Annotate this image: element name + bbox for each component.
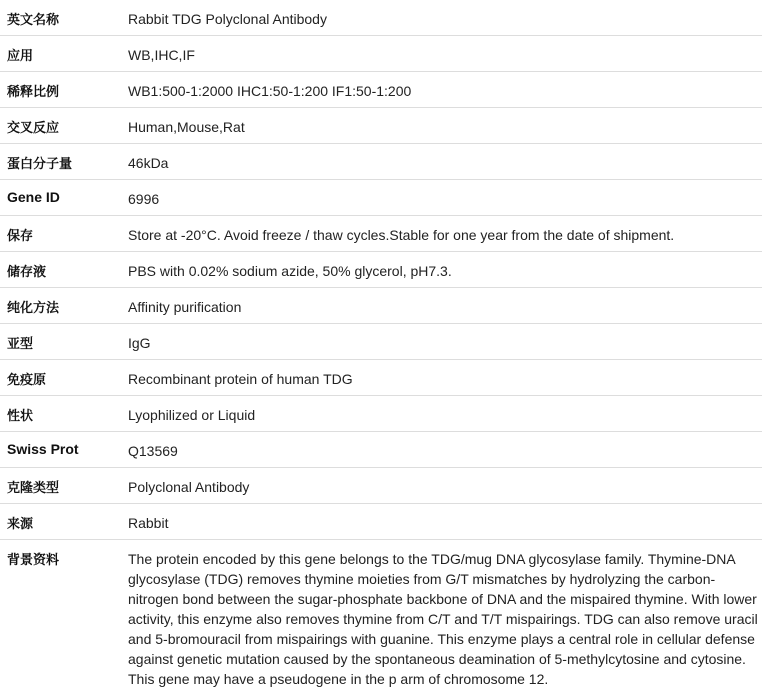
spec-row-immunogen (0, 360, 762, 396)
spec-label: 储存液 (0, 252, 121, 288)
spec-label: 蛋白分子量 (0, 144, 121, 180)
spec-value: WB,IHC,IF (121, 36, 762, 72)
spec-value: 46kDa (121, 144, 762, 180)
spec-label: 稀释比例 (0, 72, 121, 108)
spec-value: Human,Mouse,Rat (121, 108, 762, 144)
background-description: The protein encoded by this gene belongs to the TDG/mug DNA glycosylase family. Thymine-DNA glycosylase (TDG) removes thymine moieties from G/T mismatches by hydrolyzing the carbon-nitrogen bond between the sugar-phosphate backbone of DNA and the mispaired thymine. With lower activity, this enzyme also removes thymine from C/T and T/T mispairings. TDG can also remove uracil and 5-bromouracil from mispairings with guanine. This enzyme plays a central role in cellular defense against genetic mutation caused by the spontaneous deamination of 5-methylcytosine and cytosine. This gene may have a pseudogene in the p arm of chromosome 12. (128, 551, 758, 687)
spec-row-application (0, 36, 762, 72)
spec-label: 交叉反应 (0, 108, 121, 144)
spec-row-background (0, 540, 762, 690)
spec-value: Rabbit TDG Polyclonal Antibody (121, 0, 762, 36)
spec-value: PBS with 0.02% sodium azide, 50% glycerol, pH7.3. (121, 252, 762, 288)
spec-label: 英文名称 (0, 0, 121, 36)
spec-row-form (0, 396, 762, 432)
spec-label: 来源 (0, 504, 121, 540)
spec-row-buffer (0, 252, 762, 288)
spec-row-host (0, 504, 762, 540)
spec-label: Gene ID (0, 180, 121, 216)
spec-row-purification (0, 288, 762, 324)
spec-label: 亚型 (0, 324, 121, 360)
spec-label: 性状 (0, 396, 121, 432)
spec-label: 克隆类型 (0, 468, 121, 504)
spec-label: 背景资料 (7, 553, 60, 568)
spec-value: Recombinant protein of human TDG (121, 360, 762, 396)
spec-label: 免疫原 (0, 360, 121, 396)
spec-value: WB1:500-1:2000 IHC1:50-1:200 IF1:50-1:200 (121, 72, 762, 108)
spec-value: Rabbit (121, 504, 762, 540)
spec-row-reactivity (0, 108, 762, 144)
spec-value: Lyophilized or Liquid (121, 396, 762, 432)
spec-label: 纯化方法 (0, 288, 121, 324)
spec-label: Swiss Prot (0, 432, 121, 468)
spec-row-molecular-weight (0, 144, 762, 180)
spec-row-clonality (0, 468, 762, 504)
spec-value: IgG (121, 324, 762, 360)
spec-label: 保存 (0, 216, 121, 252)
spec-row-swiss-prot (0, 432, 762, 468)
spec-row-isotype (0, 324, 762, 360)
spec-row-gene-id (0, 180, 762, 216)
spec-row-dilution (0, 72, 762, 108)
spec-value: Polyclonal Antibody (121, 468, 762, 504)
spec-label: 应用 (0, 36, 121, 72)
spec-row-storage (0, 216, 762, 252)
spec-value: Q13569 (121, 432, 762, 468)
spec-value: 6996 (121, 180, 762, 216)
spec-value: Store at -20°C. Avoid freeze / thaw cycles.Stable for one year from the date of shipment. (121, 216, 762, 252)
spec-value: Affinity purification (121, 288, 762, 324)
spec-row-english-name (0, 0, 762, 36)
